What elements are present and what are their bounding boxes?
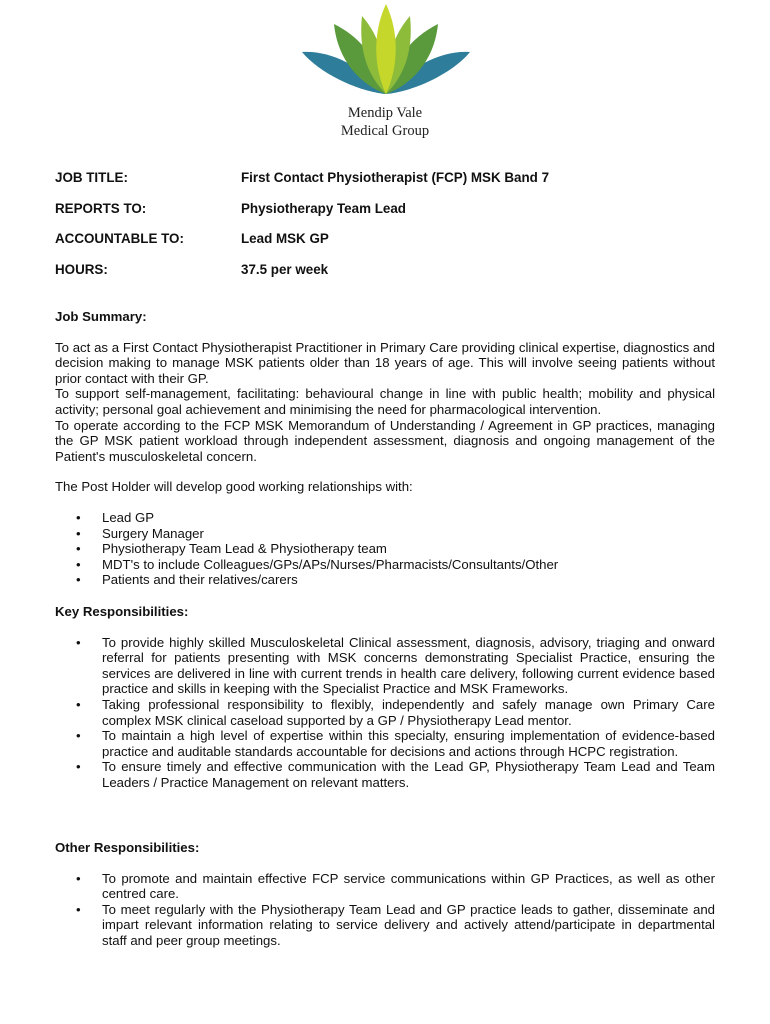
other-responsibilities-list — [55, 871, 715, 949]
list-item: • To provide highly skilled Musculoskeletal Clinical assessment, diagnosis, advisory, triaging and onward referral for patients presenting with MSK concerns demonstrating Specialist Practice, ensuring the services are delivered in line with current trends in health care delivery, following current evidence based practice and skills in keeping with the Specialist Practice and MSK Frameworks. — [55, 635, 715, 697]
org-name-line1: Mendip Vale — [347, 105, 423, 121]
key-responsibilities-section — [55, 604, 715, 791]
reports-to-value: Physiotherapy Team Lead — [241, 201, 406, 216]
reports-to-label: REPORTS TO: — [55, 201, 147, 216]
accountable-to-label: ACCOUNTABLE TO: — [55, 231, 184, 246]
hours-label: HOURS: — [55, 262, 108, 277]
list-item: • To meet regularly with the Physiotherapy Team Lead and GP practice leads to gather, disseminate and impart relevant information relating to service delivery and actively attend/participate in departmental staff and peer group meetings. — [55, 902, 715, 949]
key-responsibilities-list — [55, 635, 715, 791]
summary-paragraph: To support self-management, facilitating: behavioural change in line with public health; mobility and physical activity; personal goal achievement and minimising the need for pharmacological intervention. — [55, 386, 715, 417]
list-item: • Taking professional responsibility to flexibly, independently and safely manage own Primary Care complex MSK clinical caseload supported by a GP / Physiotherapy Lead mentor. — [55, 697, 715, 728]
job-title-value: First Contact Physiotherapist (FCP) MSK Band 7 — [241, 170, 550, 185]
job-summary-section — [55, 309, 715, 588]
list-item: • MDT's to include Colleagues/GPs/APs/Nurses/Pharmacists/Consultants/Other — [55, 557, 715, 573]
summary-paragraph: To act as a First Contact Physiotherapist Practitioner in Primary Care providing clinical expertise, diagnostics and decision making to manage MSK patients older than 18 years of age. This will involve seeing patients without prior contact with their GP. — [55, 339, 715, 386]
relationships-intro: The Post Holder will develop good working relationships with: — [55, 479, 413, 495]
list-item: • To promote and maintain effective FCP service communications within GP Practices, as well as other centred care. — [55, 871, 715, 902]
list-item: • To ensure timely and effective communication with the Lead GP, Physiotherapy Team Lead and Team Leaders / Practice Management on relevant matters. — [55, 759, 715, 790]
job-title-label: JOB TITLE: — [55, 170, 128, 185]
hours-value: 37.5 per week — [241, 262, 329, 277]
list-item: • Patients and their relatives/carers — [55, 572, 715, 588]
mendip-vale-logo — [300, 4, 472, 96]
relationships-list — [55, 510, 715, 588]
job-summary-heading: Job Summary: — [55, 309, 147, 324]
accountable-to-value: Lead MSK GP — [241, 231, 329, 246]
list-item: • Physiotherapy Team Lead & Physiotherapy team — [55, 541, 715, 557]
key-responsibilities-heading: Key Responsibilities: — [55, 604, 189, 619]
summary-paragraph: To operate according to the FCP MSK Memorandum of Understanding / Agreement in GP practices, managing the GP MSK patient workload through independent assessment, diagnosis and ongoing management of the Patient's musculoskeletal concern. — [55, 417, 715, 464]
other-responsibilities-heading: Other Responsibilities: — [55, 840, 200, 855]
org-name-line2: Medical Group — [340, 123, 430, 139]
list-item: • Surgery Manager — [55, 526, 715, 542]
list-item: • To maintain a high level of expertise within this specialty, ensuring implementation of evidence-based practice and auditable standards accountable for decisions and actions through HCPC registration. — [55, 728, 715, 759]
other-responsibilities-section — [55, 840, 715, 949]
list-item: • Lead GP — [55, 510, 715, 526]
